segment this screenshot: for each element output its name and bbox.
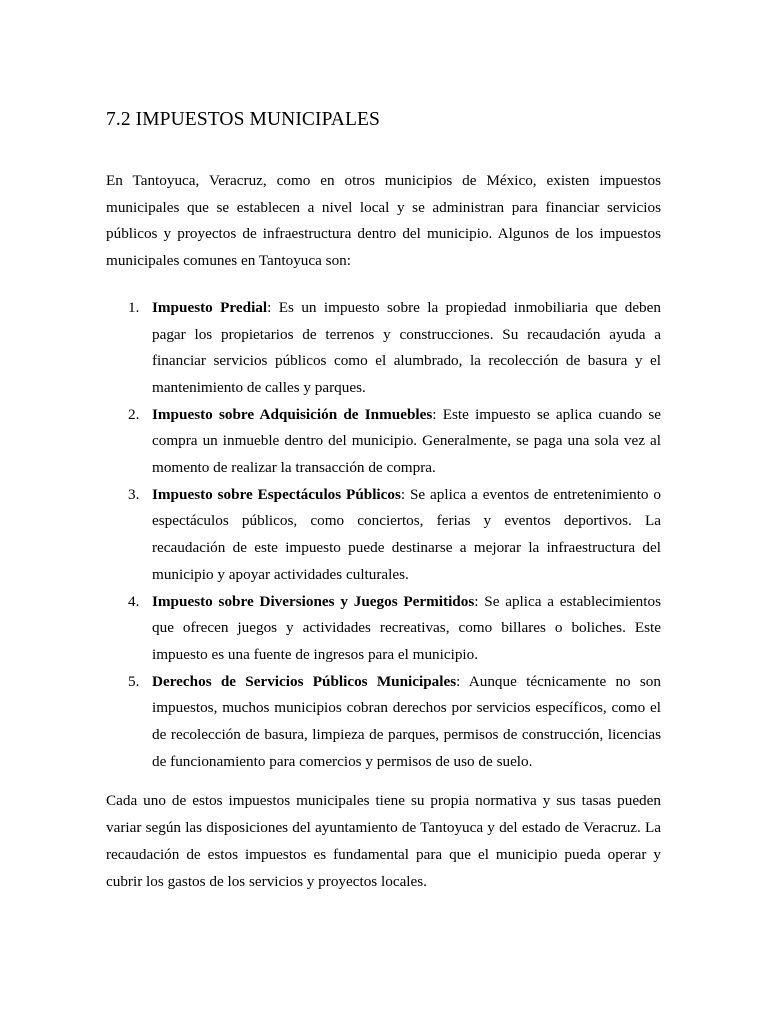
list-item-term: Impuesto sobre Diversiones y Juegos Permitidos — [152, 592, 475, 610]
list-item — [106, 589, 661, 669]
list-item — [106, 482, 661, 589]
list-item-number: 4. — [128, 592, 140, 610]
list-item-term: Derechos de Servicios Públicos Municipales — [152, 672, 457, 690]
list-item — [106, 669, 661, 776]
list-item-number: 3. — [128, 485, 140, 503]
list-item — [106, 402, 661, 482]
section-heading: 7.2 IMPUESTOS MUNICIPALES — [106, 109, 380, 130]
list-item-text: : Este impuesto se aplica cuando se compra un inmueble dentro del municipio. Generalmente, se paga una sola vez al momento de realizar la transacción de compra. — [152, 405, 662, 477]
list-item-term: Impuesto Predial — [152, 298, 268, 316]
list-item-text: : Aunque técnicamente no son impuestos, muchos municipios cobran derechos por servicios específicos, como el de recolección de basura, limpieza de parques, permisos de construcción, licencias de funcionamiento para comercios y permisos de uso de suelo. — [152, 672, 661, 770]
list-item-term: Impuesto sobre Adquisición de Inmuebles — [152, 405, 433, 423]
list-item-number: 1. — [128, 298, 140, 316]
list-item-number: 2. — [128, 405, 140, 423]
document-page — [106, 108, 661, 895]
intro-paragraph: En Tantoyuca, Veracruz, como en otros municipios de México, existen impuestos municipales que se establecen a nivel local y se administran para financiar servicios públicos y proyectos de infraestructura dentro del municipio. Algunos de los impuestos municipales comunes en Tantoyuca son: — [106, 172, 661, 270]
tax-list — [106, 295, 661, 776]
list-item-text: : Es un impuesto sobre la propiedad inmobiliaria que deben pagar los propietarios de terrenos y construcciones. Su recaudación ayuda a financiar servicios públicos como el alumbrado, la recolección de basura y el mantenimiento de calles y parques. — [152, 298, 661, 396]
list-item-term: Impuesto sobre Espectáculos Públicos — [152, 485, 401, 503]
closing-paragraph: Cada uno de estos impuestos municipales tiene su propia normativa y sus tasas pueden variar según las disposiciones del ayuntamiento de Tantoyuca y del estado de Veracruz. La recaudación de estos impuestos es fundamental para que el municipio pueda operar y cubrir los gastos de los servicios y proyectos locales. — [106, 792, 661, 890]
list-item-text: : Se aplica a establecimientos que ofrecen juegos y actividades recreativas, como billares o boliches. Este impuesto es una fuente de ingresos para el municipio. — [152, 592, 661, 663]
list-item — [106, 295, 661, 402]
list-item-text: : Se aplica a eventos de entretenimiento o espectáculos públicos, como conciertos, ferias y eventos deportivos. La recaudación de este impuesto puede destinarse a mejorar la infraestructura del municipio y apoyar actividades culturales. — [152, 485, 661, 583]
list-item-number: 5. — [128, 672, 140, 690]
